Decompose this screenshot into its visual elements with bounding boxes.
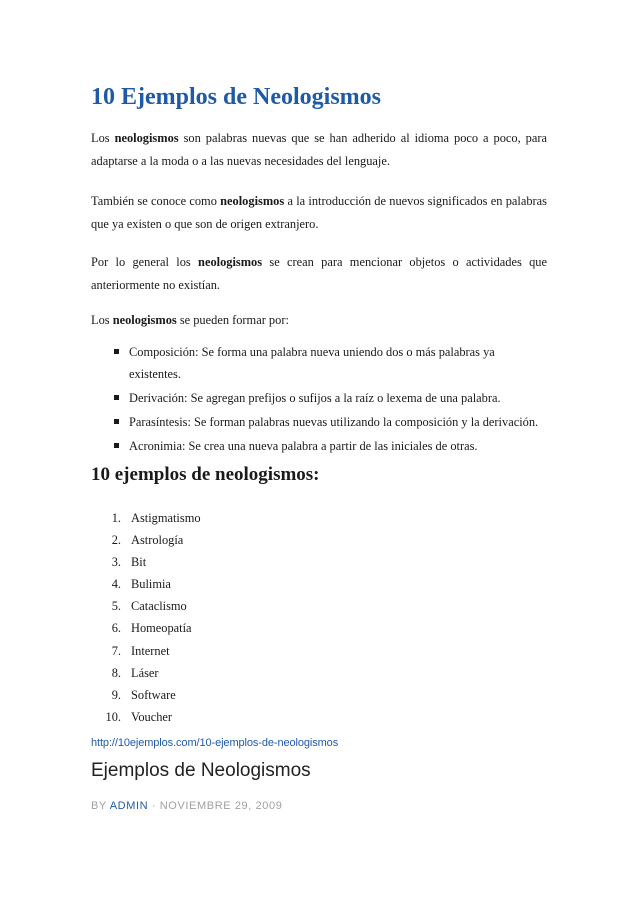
paragraph-general [91, 251, 547, 297]
p3-text-before: Por lo general los [91, 255, 199, 269]
list-item [91, 684, 201, 706]
bullet-item-acronimia [91, 435, 551, 457]
list-number: 7. [111, 643, 121, 658]
square-bullet-icon [114, 419, 119, 424]
formation-bullet-list [91, 341, 551, 459]
list-number: 5. [111, 599, 121, 614]
list-number: 2. [111, 533, 121, 548]
list-number: 10. [105, 709, 121, 724]
bullet-text: Parasíntesis: Se forman palabras nuevas utilizando la composición y la derivación. [129, 415, 539, 429]
list-number: 3. [111, 555, 121, 570]
square-bullet-icon [114, 349, 119, 354]
p4-text-after: se pueden formar por: [176, 313, 289, 327]
article-title: Ejemplos de Neologismos [91, 760, 311, 781]
examples-heading: 10 ejemplos de neologismos: [91, 464, 320, 485]
list-text: Voucher [131, 709, 173, 724]
paragraph-definition [91, 127, 547, 173]
bullet-text: Acronimia: Se crea una nueva palabra a partir de las iniciales de otras. [129, 439, 478, 453]
bullet-text: Composición: Se forma una palabra nueva uniendo dos o más palabras ya existentes. [129, 345, 495, 381]
paragraph-formation-intro [91, 309, 547, 332]
list-number: 1. [111, 511, 121, 525]
list-number: 8. [111, 665, 121, 680]
list-item [91, 706, 201, 728]
article-byline [91, 800, 282, 812]
list-number: 4. [111, 577, 121, 592]
source-link[interactable]: http://10ejemplos.com/10-ejemplos-de-neologismos [91, 737, 339, 749]
p2-text-before: También se conoce como [91, 194, 221, 208]
list-item [91, 617, 201, 639]
page-title: 10 Ejemplos de Neologismos [91, 84, 381, 110]
bullet-item-parasintesis [91, 411, 551, 433]
paragraph-also-known [91, 190, 547, 236]
list-text: Astrología [131, 533, 184, 548]
p1-text-before: Los [91, 131, 115, 145]
list-item [91, 595, 201, 617]
list-text: Homeopatía [131, 621, 192, 636]
examples-list [91, 507, 201, 728]
p2-bold-term: neologismos [220, 194, 285, 208]
list-item [91, 507, 201, 529]
list-number: 6. [111, 621, 121, 636]
list-text: Astigmatismo [131, 511, 201, 525]
list-item [91, 551, 201, 573]
p3-text-after: se crean para mencionar objetos o actividades que anteriormente no existían. [91, 255, 547, 292]
byline-by: BY [91, 800, 110, 812]
p2-text-after: a la introducción de nuevos significados en palabras que ya existen o que son de origen extranjero. [91, 194, 547, 231]
list-item [91, 640, 201, 662]
list-text: Cataclismo [131, 599, 187, 614]
byline-separator: · [148, 800, 160, 812]
p4-text-before: Los [91, 313, 113, 327]
square-bullet-icon [114, 395, 119, 400]
author-link[interactable]: ADMIN [109, 800, 149, 812]
list-text: Software [131, 687, 176, 702]
list-text: Bit [131, 555, 147, 570]
p1-text-after: son palabras nuevas que se han adherido al idioma poco a poco, para adaptarse a la moda o a las nuevas necesidades del lenguaje. [91, 131, 547, 168]
p4-bold-term: neologismos [112, 313, 177, 327]
publish-date: NOVIEMBRE 29, 2009 [159, 800, 283, 812]
bullet-text: Derivación: Se agregan prefijos o sufijos a la raíz o lexema de una palabra. [129, 391, 501, 405]
list-text: Bulimia [131, 577, 171, 592]
list-item [91, 573, 201, 595]
bullet-item-derivacion [91, 387, 551, 409]
list-text: Láser [131, 665, 159, 680]
list-item [91, 529, 201, 551]
p3-bold-term: neologismos [198, 255, 263, 269]
list-number: 9. [111, 687, 121, 702]
list-item [91, 662, 201, 684]
p1-bold-term: neologismos [114, 131, 179, 145]
list-text: Internet [131, 643, 170, 658]
bullet-item-composicion [91, 341, 524, 385]
square-bullet-icon [114, 443, 119, 448]
